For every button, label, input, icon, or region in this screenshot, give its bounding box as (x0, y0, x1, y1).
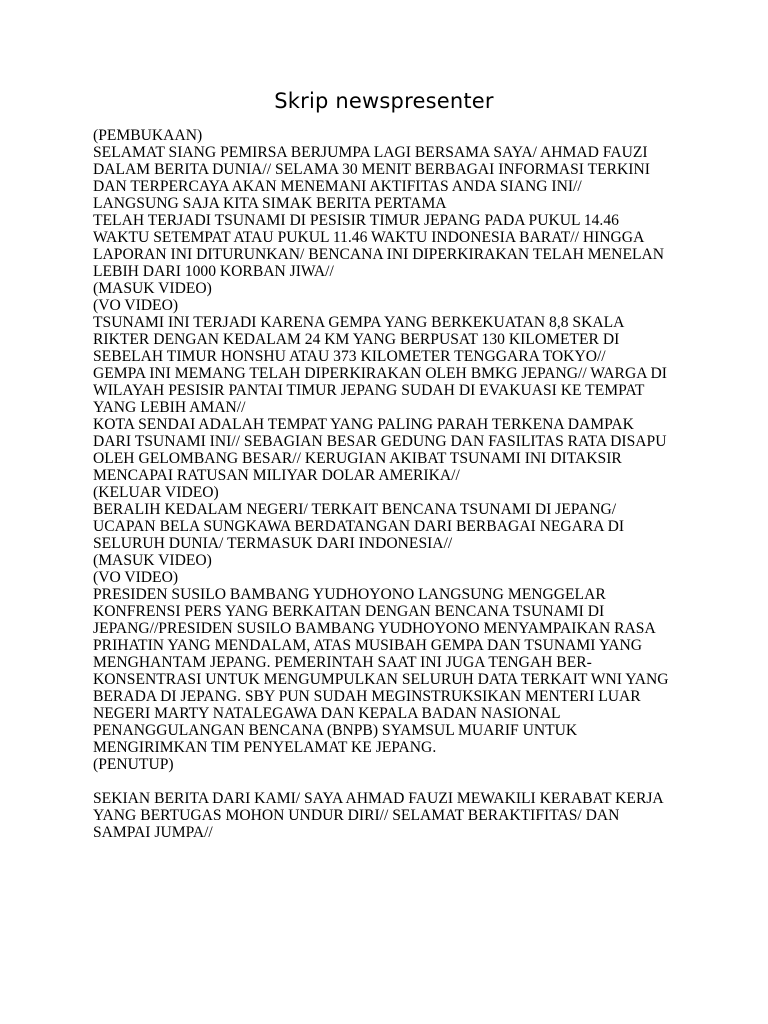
text-line: LEBIH DARI 1000 KORBAN JIWA// (93, 263, 334, 280)
text-line: UCAPAN BELA SUNGKAWA BERDATANGAN DARI BERBAGAI NEGARA DI (93, 518, 625, 535)
document-body (93, 127, 713, 841)
text-line: NEGERI MARTY NATALEGAWA DAN KEPALA BADAN NASIONAL (93, 705, 561, 722)
text-line: (VO VIDEO) (93, 569, 179, 586)
text-line: KONFRENSI PERS YANG BERKAITAN DENGAN BENCANA TSUNAMI DI (93, 603, 605, 620)
text-line: (PENUTUP) (93, 756, 174, 773)
text-line: YANG BERTUGAS MOHON UNDUR DIRI// SELAMAT BERAKTIFITAS/ DAN (93, 807, 620, 824)
text-line: OLEH GELOMBANG BESAR// KERUGIAN AKIBAT TSUNAMI INI DITAKSIR (93, 450, 622, 467)
text-line: LANGSUNG SAJA KITA SIMAK BERITA PERTAMA (93, 195, 447, 212)
text-line: WILAYAH PESISIR PANTAI TIMUR JEPANG SUDAH DI EVAKUASI KE TEMPAT (93, 382, 645, 399)
text-line: RIKTER DENGAN KEDALAM 24 KM YANG BERPUSAT 130 KILOMETER DI (93, 331, 620, 348)
text-line: KOTA SENDAI ADALAH TEMPAT YANG PALING PARAH TERKENA DAMPAK (93, 416, 634, 433)
text-line: PRIHATIN YANG MENDALAM, ATAS MUSIBAH GEMPA DAN TSUNAMI YANG (93, 637, 643, 654)
text-line: TELAH TERJADI TSUNAMI DI PESISIR TIMUR JEPANG PADA PUKUL 14.46 (93, 212, 619, 229)
text-line: (KELUAR VIDEO) (93, 484, 219, 501)
text-line: MENCAPAI RATUSAN MILIYAR DOLAR AMERIKA// (93, 467, 460, 484)
text-line: SEKIAN BERITA DARI KAMI/ SAYA AHMAD FAUZI MEWAKILI KERABAT KERJA (93, 790, 664, 807)
text-line: DARI TSUNAMI INI// SEBAGIAN BESAR GEDUNG DAN FASILITAS RATA DISAPU (93, 433, 667, 450)
text-line: DAN TERPERCAYA AKAN MENEMANI AKTIFITAS ANDA SIANG INI// (93, 178, 582, 195)
text-line: (PEMBUKAAN) (93, 127, 203, 144)
text-line: YANG LEBIH AMAN// (93, 399, 246, 416)
text-line: (MASUK VIDEO) (93, 280, 212, 297)
text-line: PRESIDEN SUSILO BAMBANG YUDHOYONO LANGSUNG MENGGELAR (93, 586, 606, 603)
text-line: SELAMAT SIANG PEMIRSA BERJUMPA LAGI BERSAMA SAYA/ AHMAD FAUZI (93, 144, 648, 161)
text-line: SAMPAI JUMPA// (93, 824, 213, 841)
text-line: JEPANG//PRESIDEN SUSILO BAMBANG YUDHOYONO MENYAMPAIKAN RASA (93, 620, 656, 637)
text-line: GEMPA INI MEMANG TELAH DIPERKIRAKAN OLEH BMKG JEPANG// WARGA DI (93, 365, 667, 382)
text-line: SEBELAH TIMUR HONSHU ATAU 373 KILOMETER TENGGARA TOKYO// (93, 348, 606, 365)
text-line: MENGIRIMKAN TIM PENYELAMAT KE JEPANG. (93, 739, 437, 756)
text-line: BERADA DI JEPANG. SBY PUN SUDAH MEGINSTRUKSIKAN MENTERI LUAR (93, 688, 641, 705)
text-line: (VO VIDEO) (93, 297, 179, 314)
text-line: SELURUH DUNIA/ TERMASUK DARI INDONESIA// (93, 535, 453, 552)
text-line: WAKTU SETEMPAT ATAU PUKUL 11.46 WAKTU INDONESIA BARAT// HINGGA (93, 229, 645, 246)
text-line: (MASUK VIDEO) (93, 552, 212, 569)
text-line: DALAM BERITA DUNIA// SELAMA 30 MENIT BERBAGAI INFORMASI TERKINI (93, 161, 650, 178)
document-title: Skrip newspresenter (274, 89, 494, 113)
text-line: TSUNAMI INI TERJADI KARENA GEMPA YANG BERKEKUATAN 8,8 SKALA (93, 314, 625, 331)
text-line: BERALIH KEDALAM NEGERI/ TERKAIT BENCANA TSUNAMI DI JEPANG/ (93, 501, 617, 518)
text-line: MENGHANTAM JEPANG. PEMERINTAH SAAT INI JUGA TENGAH BER- (93, 654, 592, 671)
text-line: LAPORAN INI DITURUNKAN/ BENCANA INI DIPERKIRAKAN TELAH MENELAN (93, 246, 665, 263)
text-line: KONSENTRASI UNTUK MENGUMPULKAN SELURUH DATA TERKAIT WNI YANG (93, 671, 669, 688)
text-line: PENANGGULANGAN BENCANA (BNPB) SYAMSUL MUARIF UNTUK (93, 722, 578, 739)
text-line (93, 773, 713, 790)
